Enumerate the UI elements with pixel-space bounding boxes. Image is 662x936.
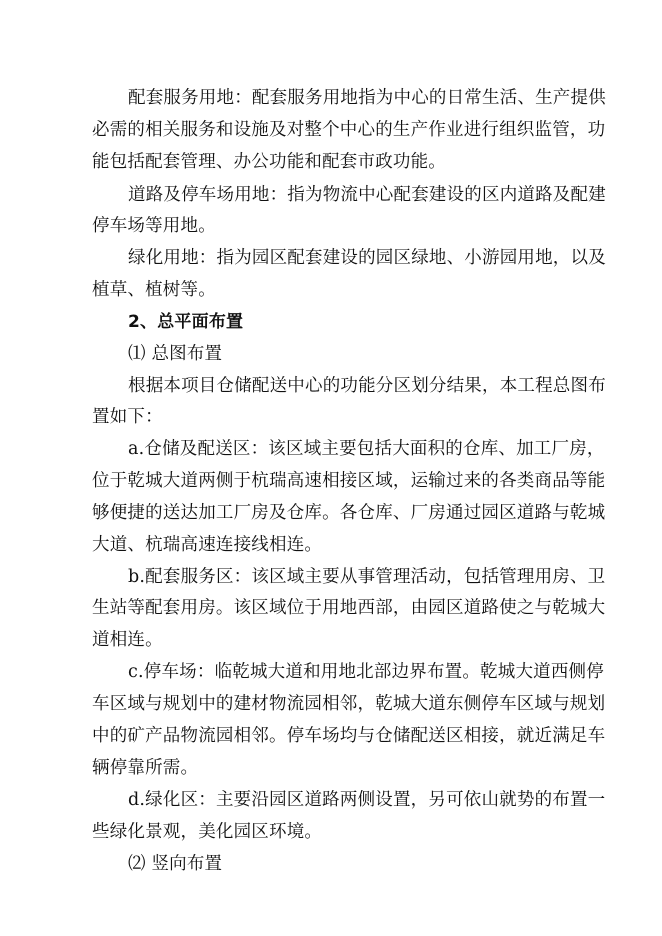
paragraph-line: 车区域与规划中的建材物流园相邻，乾城大道东侧停车区域与规划: [92, 694, 606, 714]
paragraph-line: d.绿化区：主要沿园区道路两侧设置，另可依山就势的布置一: [128, 790, 606, 810]
paragraph-line: 大道、杭瑞高速连接线相连。: [92, 535, 323, 555]
paragraph-line: 停车场等用地。: [92, 216, 216, 236]
paragraph-line: 配套服务用地：配套服务用地指为中心的日常生活、生产提供: [128, 88, 606, 108]
subsection-heading: ⑵ 竖向布置: [128, 854, 223, 874]
paragraph-line: 必需的相关服务和设施及对整个中心的生产作业进行组织监管，功: [92, 120, 606, 140]
paragraph-line: 根据本项目仓储配送中心的功能分区划分结果，本工程总图布: [128, 376, 606, 396]
section-heading: 2、总平面布置: [128, 312, 244, 332]
paragraph-line: 位于乾城大道两侧于杭瑞高速相接区域，运输过来的各类商品等能: [92, 471, 606, 491]
paragraph-line: 绿化用地：指为园区配套建设的园区绿地、小游园用地，以及: [128, 248, 606, 268]
paragraph-line: 道相连。: [92, 630, 163, 650]
paragraph-line: b.配套服务区：该区域主要从事管理活动，包括管理用房、卫: [128, 567, 606, 587]
paragraph-line: 植草、植树等。: [92, 280, 216, 300]
paragraph-line: 些绿化景观，美化园区环境。: [92, 822, 323, 842]
paragraph-line: 中的矿产品物流园相邻。停车场均与仓储配送区相接，就近满足车: [92, 726, 606, 746]
paragraph-line: 能包括配套管理、办公功能和配套市政功能。: [92, 152, 446, 172]
paragraph-line: 辆停靠所需。: [92, 758, 199, 778]
paragraph-line: a.仓储及配送区：该区域主要包括大面积的仓库、加工厂房，: [128, 439, 605, 459]
paragraph-line: 置如下：: [92, 407, 163, 427]
paragraph-line: 够便捷的送达加工厂房及仓库。各仓库、厂房通过园区道路与乾城: [92, 503, 606, 523]
paragraph-line: 生站等配套用房。该区域位于用地西部，由园区道路使之与乾城大: [92, 598, 606, 618]
paragraph-line: c.停车场：临乾城大道和用地北部边界布置。乾城大道西侧停: [128, 662, 604, 682]
subsection-heading: ⑴ 总图布置: [128, 344, 223, 364]
paragraph-line: 道路及停车场用地：指为物流中心配套建设的区内道路及配建: [128, 185, 606, 205]
